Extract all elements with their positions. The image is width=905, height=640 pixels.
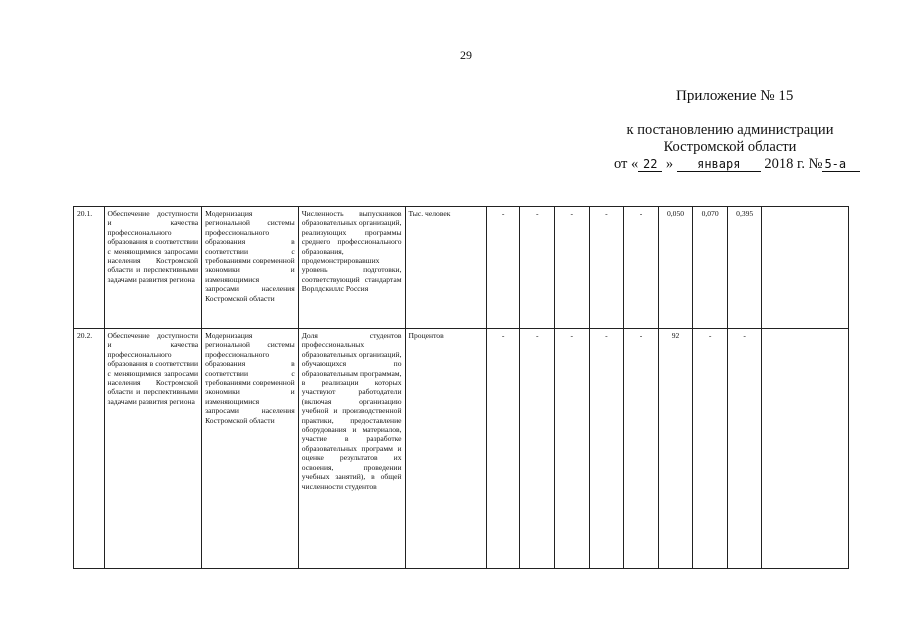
decree-line-3 bbox=[614, 156, 846, 173]
table-row bbox=[74, 329, 849, 569]
value-cell: 0,070 bbox=[693, 207, 728, 329]
value-cell: - bbox=[589, 207, 624, 329]
decree-month: января bbox=[677, 157, 761, 172]
value-cell: - bbox=[520, 207, 555, 329]
value-cell: 0,050 bbox=[658, 207, 693, 329]
indicator-cell: Численность выпускников образовательных организаций, реализующих программы среднего профессионального образования, продемонстрировавших уровень подготовки, соответствующий стандартам Ворлдскиллс Россия bbox=[298, 207, 405, 329]
task-cell: Модернизация региональной системы профессионального образования в соответствии с требованиями современной экономики и изменяющимися запросами населения Костромской области bbox=[202, 329, 299, 569]
decree-block bbox=[614, 122, 846, 173]
decree-line-1: к постановлению администрации bbox=[626, 122, 834, 138]
decree-year: 2018 г. № bbox=[764, 156, 823, 172]
value-cell: - bbox=[727, 329, 762, 569]
value-cell: - bbox=[520, 329, 555, 569]
decree-day: 22 bbox=[638, 157, 662, 172]
value-cell: - bbox=[624, 207, 659, 329]
value-cell: - bbox=[486, 329, 520, 569]
decree-mid: » bbox=[665, 156, 674, 172]
value-cell: 92 bbox=[658, 329, 693, 569]
value-cell: - bbox=[486, 207, 520, 329]
value-cell: - bbox=[555, 207, 590, 329]
appendix-title: Приложение № 15 bbox=[676, 88, 794, 104]
page-number: 29 bbox=[460, 48, 472, 62]
row-number: 20.2. bbox=[74, 329, 105, 569]
goal-cell: Обеспечение доступности и качества профессионального образования в соответствии с меняющимися запросами населения Костромской области и перспективными задачами развития региона bbox=[104, 207, 202, 329]
value-cell bbox=[762, 329, 849, 569]
unit-cell: Тыс. человек bbox=[405, 207, 486, 329]
indicator-cell: Доля студентов профессиональных образовательных организаций, обучающихся по образовательным программам, в реализации которых участвуют работодатели (включая организацию учебной и производственной практики, предоставление оборудования и материалов, участие в разработке образовательных программ и оценке результатов их освоения, проведении учебных занятий), в общей численности студентов bbox=[298, 329, 405, 569]
decree-line-2: Костромской области bbox=[663, 139, 797, 155]
value-cell: - bbox=[693, 329, 728, 569]
row-number: 20.1. bbox=[74, 207, 105, 329]
value-cell: - bbox=[589, 329, 624, 569]
decree-number: 5-а bbox=[822, 157, 860, 172]
value-cell: - bbox=[555, 329, 590, 569]
indicators-table bbox=[73, 206, 849, 569]
unit-cell: Процентов bbox=[405, 329, 486, 569]
value-cell: - bbox=[624, 329, 659, 569]
task-cell: Модернизация региональной системы профессионального образования в соответствии с требованиями современной экономики и изменяющимися запросами населения Костромской области bbox=[202, 207, 299, 329]
value-cell bbox=[762, 207, 849, 329]
table-row bbox=[74, 207, 849, 329]
goal-cell: Обеспечение доступности и качества профессионального образования в соответствии с меняющимися запросами населения Костромской области и перспективными задачами развития региона bbox=[104, 329, 202, 569]
decree-prefix: от « bbox=[614, 156, 639, 172]
value-cell: 0,395 bbox=[727, 207, 762, 329]
